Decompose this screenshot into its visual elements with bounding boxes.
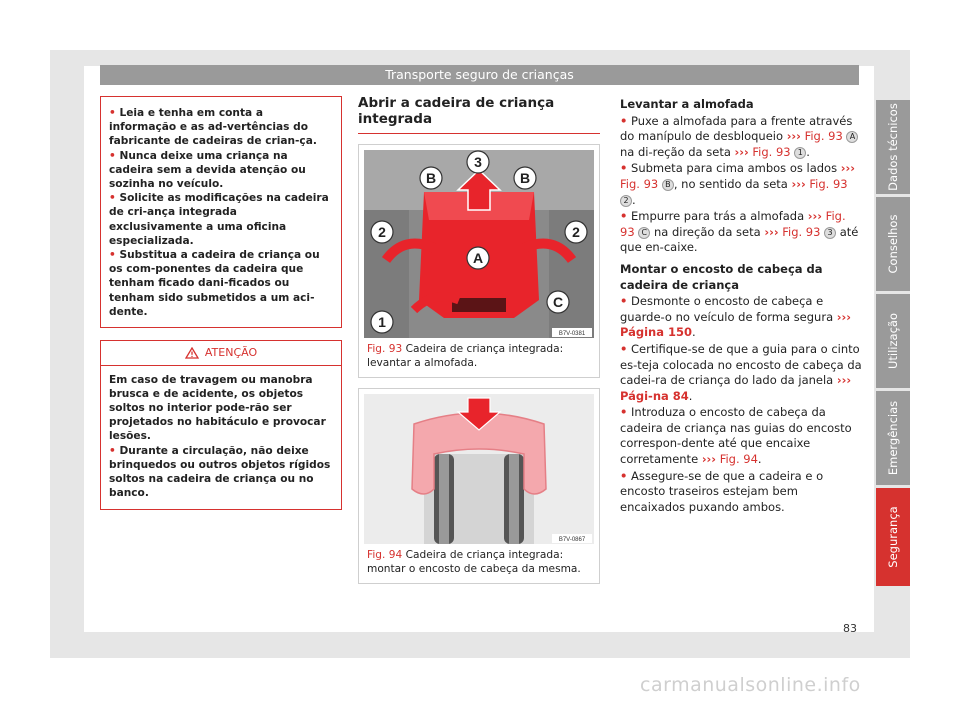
- bullet-dot-icon: •: [620, 113, 628, 128]
- callout-b-icon: B: [662, 179, 674, 191]
- tab-emergencias[interactable]: Emergências: [876, 391, 910, 485]
- caption-label: Fig. 94: [367, 549, 403, 562]
- page-header: Transporte seguro de crianças: [100, 65, 859, 85]
- bullet-dot-icon: •: [109, 107, 116, 119]
- fig93-label-1: 1: [378, 314, 386, 331]
- cross-reference-link[interactable]: ››› Pági-na 84: [620, 373, 852, 403]
- bullet-dot-icon: •: [620, 294, 628, 309]
- instruction-item: • Desmonte o encosto de cabeça e guarde-o no veículo de forma segura ››› Página 150.: [620, 294, 851, 340]
- caption-text: Cadeira de criança integrada: montar o encosto de cabeça da mesma.: [367, 549, 581, 576]
- cross-reference-link[interactable]: ››› Fig. 93: [786, 129, 843, 144]
- fig93-label-b-left: B: [425, 170, 437, 187]
- tab-dados-tecnicos[interactable]: Dados técnicos: [876, 100, 910, 194]
- caution-box: [100, 96, 342, 328]
- fig94-code: B7V-0867: [558, 537, 586, 544]
- bullet-dot-icon: •: [620, 209, 628, 224]
- fig93-label-a: A: [472, 250, 484, 267]
- bullet-dot-icon: •: [620, 468, 628, 483]
- instruction-item: • Certifique-se de que a guia para o cinto es-teja colocada no encosto de cabeça da cadei-ra de criança do lado da janela ››› Pági-na 84.: [620, 341, 862, 403]
- chapter-tabs: [876, 100, 910, 589]
- cross-reference-link[interactable]: ››› Fig. 93: [734, 144, 791, 159]
- instruction-item: • Introduza o encosto de cabeça da cadeira de criança nas guias do encosto correspon-dente até que encaixe corretamente ››› Fig. 94.: [620, 405, 852, 467]
- bullet-dot-icon: •: [109, 249, 116, 262]
- warning-intro: Em caso de travagem ou manobra brusca e de acidente, os objetos soltos no interior pode-rão ser projetados no habitáculo e provocar lesões.: [109, 373, 326, 443]
- warning-box: [100, 340, 342, 510]
- cross-reference-link[interactable]: ››› Fig. 93: [764, 224, 821, 239]
- warning-title: ATENÇÃO: [204, 346, 258, 360]
- middle-column: [358, 96, 600, 584]
- bullet-item: • Durante a circulação, não deixe brinquedos ou outros objetos rígidos soltos na cadeira de criança ou no banco.: [109, 444, 331, 500]
- tab-conselhos[interactable]: Conselhos: [876, 197, 910, 291]
- instruction-item: • Empurre para trás a almofada ››› Fig. 93 C na direção da seta ››› Fig. 93 3 até que en-caixe.: [620, 209, 859, 255]
- fig93-label-b-right: B: [519, 170, 531, 187]
- cross-reference-link[interactable]: ››› Fig. 94: [701, 452, 758, 467]
- callout-a-icon: A: [846, 131, 858, 143]
- figure-93: [358, 144, 600, 378]
- bullet-item: • Leia e tenha em conta a informação e as ad-vertências do fabricante de cadeiras de crian-ça.: [109, 107, 317, 148]
- bullet-dot-icon: •: [620, 341, 628, 356]
- warning-triangle-icon: [185, 347, 199, 359]
- callout-3-icon: 3: [824, 227, 836, 239]
- page-number: 83: [843, 622, 857, 635]
- fig93-label-c: C: [552, 294, 564, 311]
- warning-body: [101, 366, 341, 510]
- fig93-label-2-right: 2: [572, 224, 580, 241]
- watermark: carmanualsonline.info: [640, 674, 861, 696]
- bullet-item: • Nunca deixe uma criança na cadeira sem a devida atenção ou sozinha no veículo.: [109, 149, 306, 191]
- cross-reference-link[interactable]: ››› Fig. 93: [620, 161, 855, 191]
- fig93-label-3: 3: [474, 154, 482, 171]
- headrest-illustration: [364, 394, 594, 544]
- figure-94: [358, 388, 600, 584]
- caption-text: Cadeira de criança integrada: levantar a almofada.: [367, 343, 564, 370]
- bullet-item: • Substitua a cadeira de criança ou os com-ponentes da cadeira que tenham ficado dani-ficados ou tenham sido submetidos a um aci-dente.: [109, 249, 320, 318]
- callout-1-icon: 1: [794, 147, 806, 159]
- instruction-item: • Puxe a almofada para a frente através do manípulo de desbloqueio ››› Fig. 93 A na di-reção da seta ››› Fig. 93 1 .: [620, 114, 862, 161]
- bullet-dot-icon: •: [620, 161, 628, 176]
- subheading-mount-headrest: Montar o encosto de cabeça da cadeira de criança: [620, 261, 823, 292]
- cross-reference-link[interactable]: ››› Página 150: [620, 309, 851, 340]
- callout-2-icon: 2: [620, 195, 632, 207]
- tab-seguranca[interactable]: Segurança: [876, 488, 910, 586]
- bullet-dot-icon: •: [620, 405, 628, 420]
- figure-caption: [359, 544, 599, 583]
- bullet-dot-icon: •: [109, 444, 116, 457]
- fig93-label-2-left: 2: [378, 224, 386, 241]
- child-seat-cushion-illustration: [364, 150, 594, 338]
- bullet-dot-icon: •: [109, 149, 116, 162]
- cross-reference-link[interactable]: ››› Fig. 93: [620, 209, 846, 239]
- figure-caption: [359, 338, 599, 377]
- callout-c-icon: C: [638, 227, 650, 239]
- right-column: [620, 97, 862, 516]
- tab-utilizacao[interactable]: Utilização: [876, 294, 910, 388]
- bullet-item: • Solicite as modificações na cadeira de cri-ança integrada exclusivamente a uma oficina especializada.: [109, 192, 329, 247]
- bullet-dot-icon: •: [109, 192, 116, 205]
- cross-reference-link[interactable]: ››› Fig. 93: [791, 176, 848, 191]
- caption-label: Fig. 93: [367, 343, 403, 356]
- fig93-code: B7V-0381: [558, 331, 586, 338]
- warning-header: [101, 341, 341, 366]
- instruction-item: • Assegure-se de que a cadeira e o encosto traseiros estejam bem encaixados puxando ambos.: [620, 468, 824, 514]
- subheading-lift-cushion: Levantar a almofada: [620, 97, 754, 111]
- left-column: [100, 96, 342, 510]
- instruction-item: • Submeta para cima ambos os lados ››› Fig. 93 B , no sentido da seta ››› Fig. 93 2 .: [620, 161, 855, 207]
- section-title: Abrir a cadeira de criança integrada: [358, 96, 600, 134]
